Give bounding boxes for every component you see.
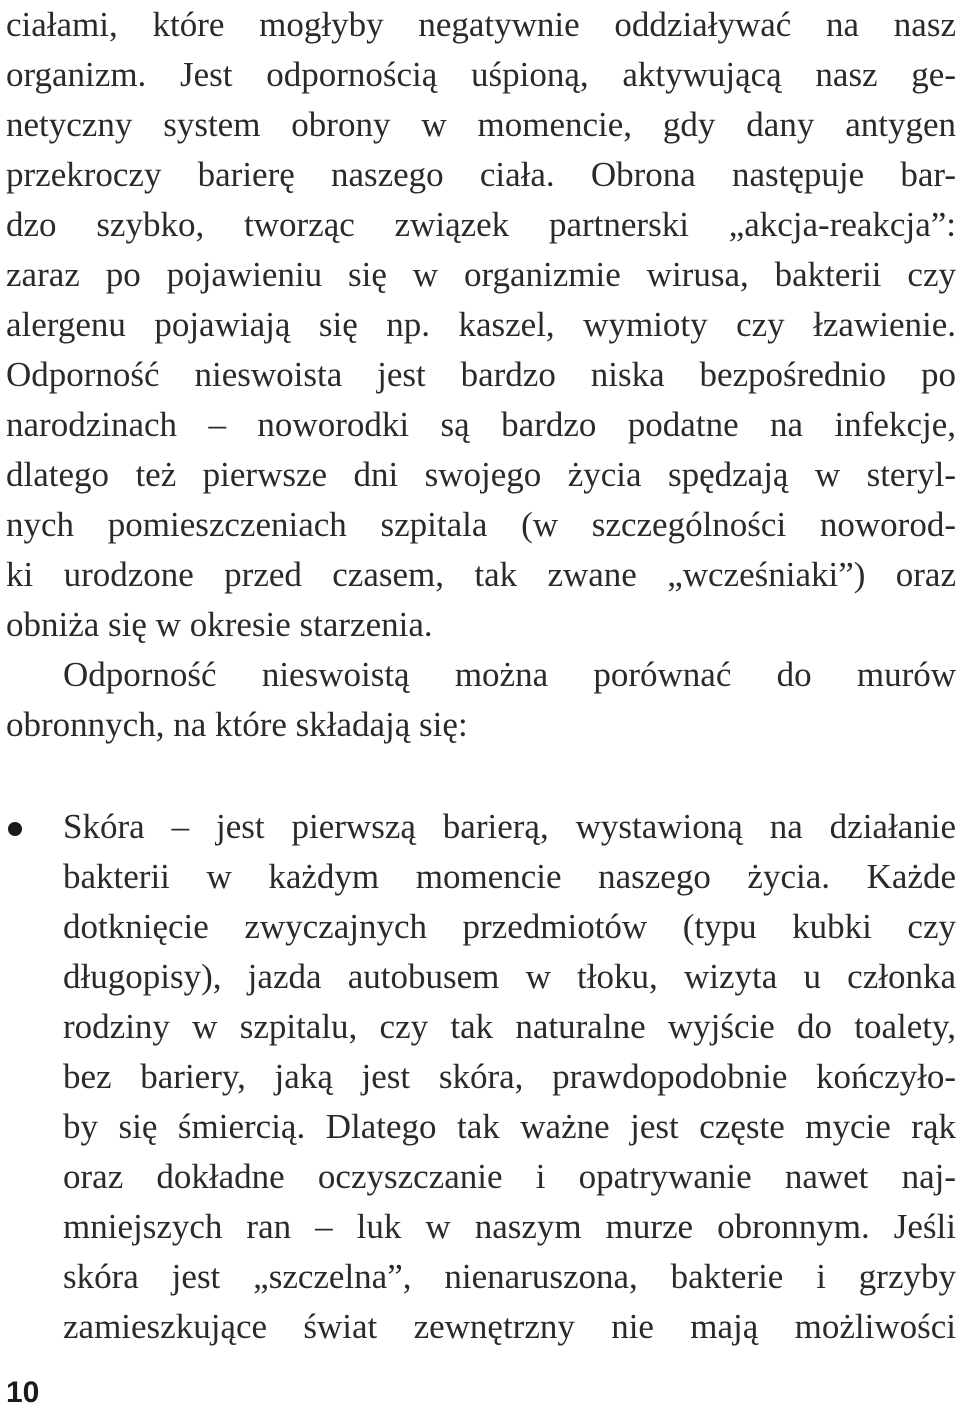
text-line: netyczny system obrony w momencie, gdy dany antygen xyxy=(6,105,956,144)
bullet-text xyxy=(6,802,956,1352)
text-line: Odporność nieswoista jest bardzo niska bezpośrednio po xyxy=(6,355,956,394)
text-line: ciałami, które mogłyby negatywnie oddziaływać na nasz xyxy=(6,5,956,44)
text-line: skóra jest „szczelna”, nienaruszona, bakterie i grzyby xyxy=(63,1257,956,1296)
paragraph-1 xyxy=(6,0,956,650)
text-line: przekroczy barierę naszego ciała. Obrona następuje bar- xyxy=(6,155,956,194)
bullet-dot-icon xyxy=(8,822,22,836)
text-line: dlatego też pierwsze dni swojego życia spędzają w steryl- xyxy=(6,455,956,494)
text-line: długopisy), jazda autobusem w tłoku, wizyta u członka xyxy=(63,957,956,996)
text-line: obronnych, na które składają się: xyxy=(6,705,468,744)
bullet-item-skin xyxy=(6,802,956,1352)
text-line: oraz dokładne oczyszczanie i opatrywanie nawet naj- xyxy=(63,1157,956,1196)
text-line: rodziny w szpitalu, czy tak naturalne wyjście do toalety, xyxy=(63,1007,956,1046)
text-line: Skóra – jest pierwszą barierą, wystawioną na działanie xyxy=(63,807,956,846)
text-line: mniejszych ran – luk w naszym murze obronnym. Jeśli xyxy=(63,1207,956,1246)
text-line: nych pomieszczeniach szpitala (w szczególności noworod- xyxy=(6,505,956,544)
document-page xyxy=(6,0,956,1352)
text-line: narodzinach – noworodki są bardzo podatne na infekcje, xyxy=(6,405,956,444)
text-line: organizm. Jest odpornością uśpioną, aktywującą nasz ge- xyxy=(6,55,956,94)
text-line: bakterii w każdym momencie naszego życia. Każde xyxy=(63,857,956,896)
text-line: by się śmiercią. Dlatego tak ważne jest częste mycie rąk xyxy=(63,1107,956,1146)
text-line: dzo szybko, tworząc związek partnerski „akcja-reakcja”: xyxy=(6,205,956,244)
spacer xyxy=(6,750,956,802)
text-line: Odporność nieswoistą można porównać do murów xyxy=(63,655,956,694)
text-line: bez bariery, jaką jest skóra, prawdopodobnie kończyło- xyxy=(63,1057,956,1096)
text-line: alergenu pojawiają się np. kaszel, wymioty czy łzawienie. xyxy=(6,305,956,344)
text-line: ki urodzone przed czasem, tak zwane „wcześniaki”) oraz xyxy=(6,555,956,594)
paragraph-2 xyxy=(6,650,956,750)
page-number: 10 xyxy=(6,1376,40,1409)
text-line: obniża się w okresie starzenia. xyxy=(6,605,433,644)
text-line: dotknięcie zwyczajnych przedmiotów (typu kubki czy xyxy=(63,907,956,946)
text-line: zamieszkujące świat zewnętrzny nie mają możliwości xyxy=(63,1307,956,1346)
text-line: zaraz po pojawieniu się w organizmie wirusa, bakterii czy xyxy=(6,255,956,294)
